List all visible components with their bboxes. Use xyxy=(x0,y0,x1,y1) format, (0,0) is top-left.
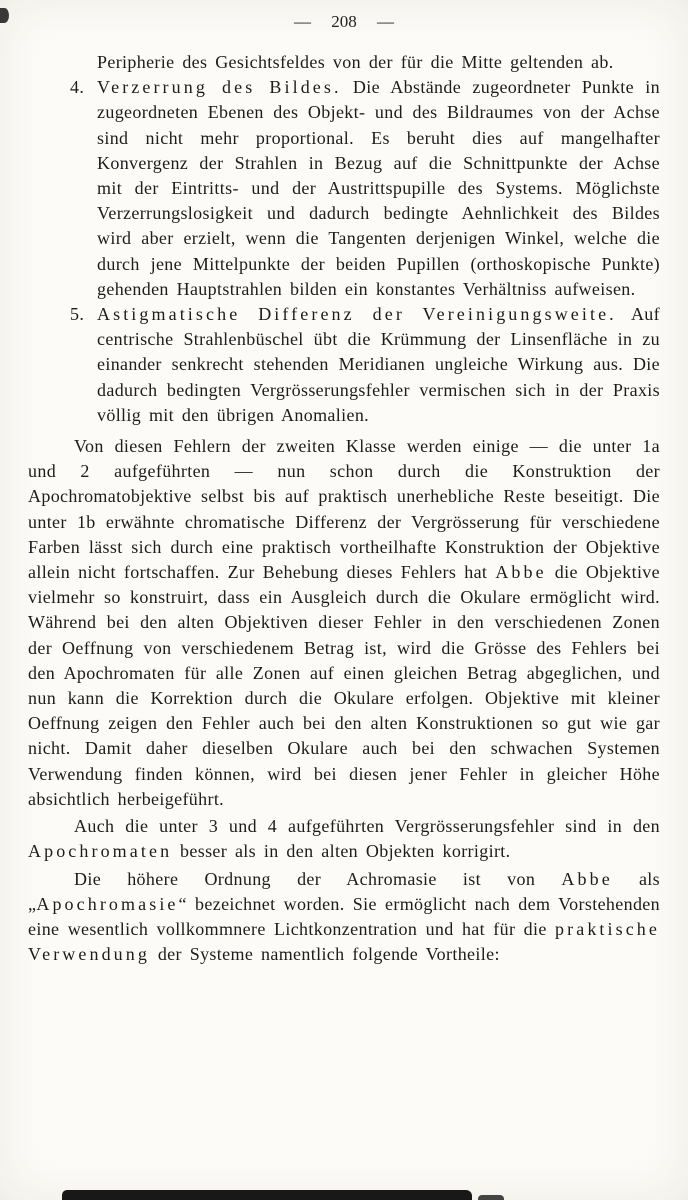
paragraph-3: Die höhere Ordnung der Achromasie ist von Abbe als „Apochromasie“ bezeichnet worden. Sie ermöglicht nach dem Vorstehenden eine wesentlich vollkommnere Lichtkonzentration und hat für die praktische Verwendung der Systeme namentlich folgende Vortheile: xyxy=(28,868,660,965)
paragraph-2: Auch die unter 3 und 4 aufgeführten Vergrösserungsfehler sind in den Apochromaten besser als in den alten Objekten korrigirt. xyxy=(28,816,660,862)
body-paragraphs xyxy=(28,434,660,967)
numbered-list xyxy=(28,75,660,428)
list-item-5 xyxy=(70,302,660,428)
scan-artifact-bottom xyxy=(62,1190,472,1200)
page-number: — 208 — xyxy=(294,12,394,31)
page-content xyxy=(28,50,660,967)
scan-artifact-bottom-small xyxy=(478,1195,504,1200)
continuation-paragraph: Peripherie des Gesichtsfeldes von der für die Mitte geltenden ab. xyxy=(97,52,614,72)
list-item-4 xyxy=(70,75,661,302)
list-item-text: Verzerrung des Bildes. Die Abstände zugeordneter Punkte in zugeordneten Ebenen des Objekt- und des Bildraumes von der Achse sind nicht mehr proportional. Es beruht dies auf mangelhafter Konvergenz der Strahlen in Bezug auf die Schnittpunkte der Achse mit der Eintritts- und der Austrittspupille des Systems. Möglichste Verzerrungslosigkeit und dadurch bedingte Aehnlichkeit des Bildes wird aber erzielt, wenn die Tangenten derjenigen Winkel, welche die durch jene Mittelpunkte der beiden Pupillen (orthoskopische Punkte) gehenden Hauptstrahlen bilden ein konstantes Verhältniss aufweisen. xyxy=(97,77,661,299)
scan-artifact-top-left xyxy=(0,8,9,23)
list-item-text: Astigmatische Differenz der Vereinigungsweite. Auf centrische Strahlenbüschel übt die Krümmung der Linsenfläche in zu einander senkrecht stehenden Meridianen ungleiche Wirkung aus. Die dadurch bedingten Vergrösserungsfehler vermischen sich in der Praxis völlig mit den übrigen Anomalien. xyxy=(97,304,660,425)
list-item-number: 5. xyxy=(70,304,85,325)
list-item-number: 4. xyxy=(70,77,85,98)
paragraph-1: Von diesen Fehlern der zweiten Klasse werden einige — die unter 1a und 2 aufgeführten — nun schon durch die Konstruktion der Apochromatobjektive selbst bis auf praktisch unerhebliche Reste beseitigt. Die unter 1b erwähnte chromatische Differenz der Vergrösserung für verschiedene Farben lässt sich durch eine praktisch vortheilhafte Konstruktion der Objektive allein nicht fortschaffen. Zur Behebung dieses Fehlers hat Abbe die Objektive vielmehr so konstruirt, dass ein Ausgleich durch die Okulare ermöglicht wird. Während bei den alten Objektiven dieser Fehler in den verschiedenen Zonen der Oeffnung von verschiedenem Betrag ist, wird die Grösse des Fehlers bei den Apochromaten für alle Zonen auf einen gleichen Betrag abgeglichen, und nun kann die Korrektion durch die Okulare erfolgen. Objektive mit kleiner Oeffnung zeigen den Fehler auch bei den alten Konstruktionen so gut wie gar nicht. Damit daher dieselben Okulare auch bei den schwachen Systemen Verwendung finden können, wird bei diesen jener Fehler in gleicher Höhe absichtlich herbeigeführt. xyxy=(28,436,660,809)
page-header xyxy=(0,0,688,32)
